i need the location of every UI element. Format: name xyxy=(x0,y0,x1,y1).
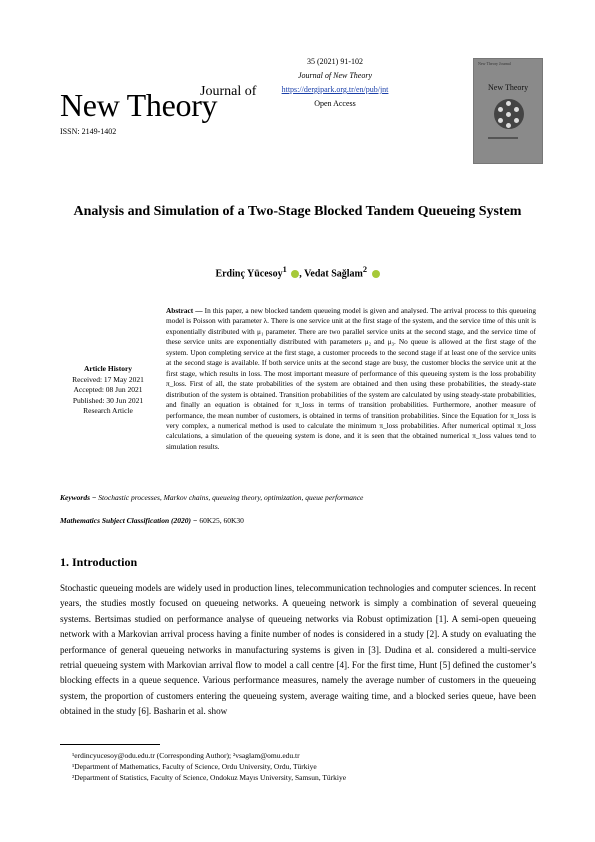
abstract-text: In this paper, a new blocked tandem queueing model is given and analysed. The arrival process to this queueing model is Poisson with parameter λ. There is one service unit at the first stage of the system, and the service time of this unit is exponentially distributed with μ₁ parameter. There are two parallel service units at the second stage, and the service time of these service units are exponentially distributed with parameters μ₂ and μ₃. No queue is allowed at the first stage of the system. Upon completing service at the first stage, a customer proceeds to the second stage if at least one of the service units at the second stage is available. If both service units at the second stage are busy, the customer blocks the service unit at the first stage, which results in loss. The most important measure of performance of this queueing system is the loss probability π_loss. First of all, the state probabilities of the system are obtained and then using these probabilities, the steady-state distribution of the system is obtained. Transition probabilities of the system are calculated by using steady-state probabilities, and finally an equation is obtained for π_loss in terms of transition probabilities. Furthermore, another measure of performance, the mean number of customers, is obtained in terms of transition probabilities. Since the Equation for π_loss is very complex, a numerical method is used to calculate the minimum π_loss probabilities. After numerical optimal π_loss calculations, a simulation of the queueing system is done, and it is seen that the obtained numerical π_loss values tend to simulation results. xyxy=(166,306,536,451)
history-published: Published: 30 Jun 2021 xyxy=(72,395,144,405)
msc-text: 60K25, 60K30 xyxy=(199,516,244,525)
history-type: Research Article xyxy=(83,406,133,415)
volume-pages: 35 (2021) 91-102 xyxy=(307,57,363,66)
author-2-sup: 2 xyxy=(362,265,368,274)
issn: ISSN: 2149-1402 xyxy=(60,127,117,136)
article-history xyxy=(60,364,156,417)
cover-top-text: New Theory Journal xyxy=(478,61,511,66)
journal-logo-small: Journal of xyxy=(200,84,257,99)
abstract-label: Abstract — xyxy=(166,306,203,315)
open-access: Open Access xyxy=(314,99,356,108)
journal-name: Journal of New Theory xyxy=(298,71,372,80)
authors xyxy=(60,265,535,279)
footnote-affiliation-1: ¹Department of Mathematics, Faculty of Science, Ordu University, Ordu, Türkiye xyxy=(72,762,317,771)
footnote-rule xyxy=(60,744,160,745)
abstract xyxy=(166,306,536,452)
journal-logo-main: New Theory xyxy=(60,87,218,123)
orcid-icon[interactable] xyxy=(372,270,380,278)
author-2: Vedat Sağlam xyxy=(304,268,363,280)
author-1-sup: 1 xyxy=(282,265,287,274)
history-received: Received: 17 May 2021 xyxy=(72,374,144,384)
cover-title: New Theory xyxy=(488,83,529,92)
history-accepted: Accepted: 08 Jun 2021 xyxy=(73,385,143,394)
history-heading: Article History xyxy=(83,364,133,373)
paper-title: Analysis and Simulation of a Two-Stage Blocked Tandem Queueing System xyxy=(73,204,522,219)
journal-info xyxy=(265,55,405,111)
author-separator: , xyxy=(299,268,305,280)
section-heading: 1. Introduction xyxy=(60,555,138,569)
keywords-text: Stochastic processes, Markov chains, queueing theory, optimization, queue performance xyxy=(98,493,364,502)
journal-cover-image xyxy=(473,58,543,164)
msc xyxy=(60,516,536,525)
cover-emblem-icon xyxy=(494,99,524,129)
intro-paragraph: Stochastic queueing models are widely used in production lines, telecommunication technologies and computer sciences. In recent years, the studies mostly focused on queueing networks. A queueing network is simply a combination of several queueing systems. Bertsimas studied on performance analyse of queueing networks via Robust optimization [1]. A semi-open queueing network with a Markovian arrival process having a finite number of nodes is considered in a study [2]. A study on evaluating the performance of general queueing networks in manufacturing systems is given in [3]. Dudina et al. considered a multi-service retrial queueing system with Markovian arrival flow to model a call centre [4]. For the first time, Hunt [5] defined the customer’s blocking effects in a queue sequence. Various performance measures, namely the average number of customers in the queueing system, the proportion of customers entering the queueing system, average waiting time, and a blocked series queue, have been obtained in the study [6]. Basharin et al. show xyxy=(60,583,536,717)
footnote-affiliation-2: ²Department of Statistics, Faculty of Science, Ondokuz Mayıs University, Samsun, Türkiye xyxy=(72,773,347,782)
keywords xyxy=(60,493,536,503)
cover-line xyxy=(488,137,518,139)
author-1: Erdinç Yücesoy xyxy=(215,268,283,280)
keywords-label: Keywords − xyxy=(60,493,97,502)
footnotes xyxy=(72,750,346,783)
journal-url-link[interactable]: https://dergipark.org.tr/en/pub/jnt xyxy=(281,85,389,94)
msc-label: Mathematics Subject Classification (2020) − xyxy=(60,516,198,525)
footnote-emails: ¹erdincyucesoy@odu.edu.tr (Corresponding Author); ²vsaglam@omu.edu.tr xyxy=(72,751,300,760)
